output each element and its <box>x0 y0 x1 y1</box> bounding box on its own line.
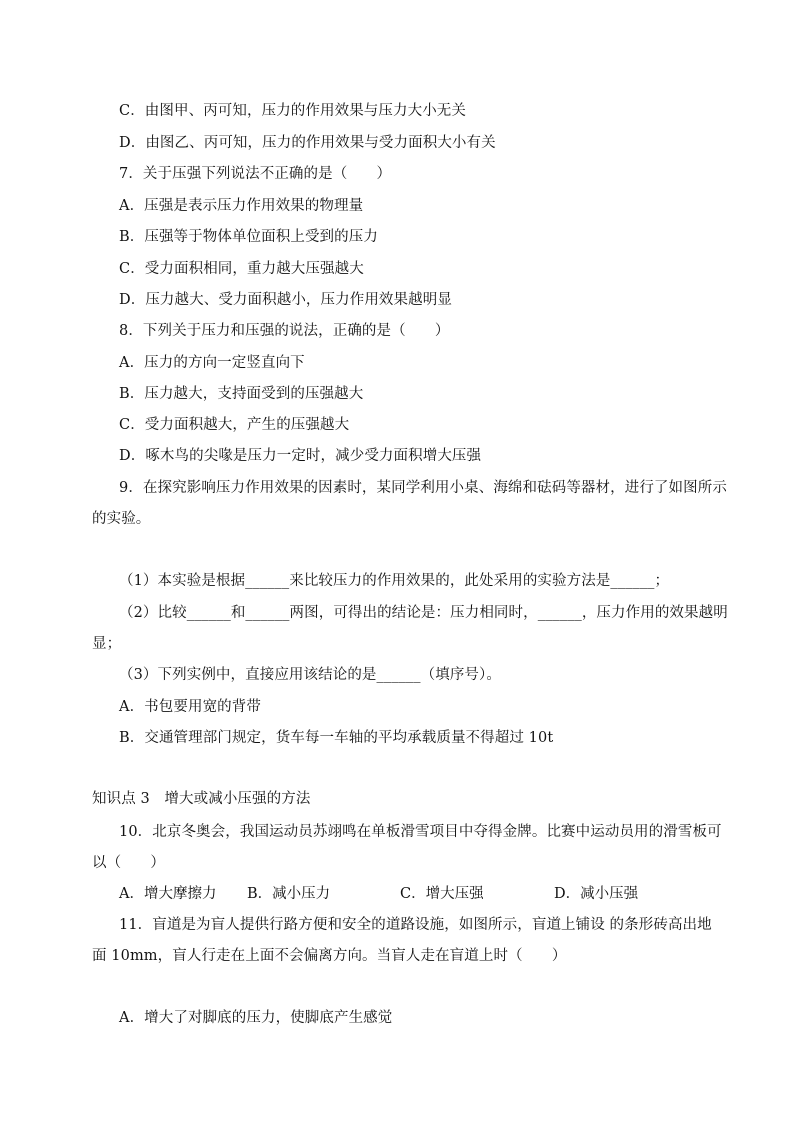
q11-stem: 11．盲道是为盲人提供行路方便和安全的道路设施，如图所示，盲道上铺设 的条形砖高出地 <box>119 917 712 933</box>
q8-option-b: B．压力越大，支持面受到的压强越大 <box>119 386 364 402</box>
q9-part-2: （2）比较______和______两图，可得出的结论是：压力相同时，______，压力作用的效果越明 <box>119 605 728 621</box>
q9-part-2-continued: 显； <box>92 636 122 652</box>
q8-stem: 8．下列关于压力和压强的说法，正确的是（ ） <box>119 323 450 339</box>
q9-part-3: （3）下列实例中，直接应用该结论的是______（填序号）。 <box>119 667 501 683</box>
q8-option-d: D．啄木鸟的尖喙是压力一定时，减少受力面积增大压强 <box>119 448 482 464</box>
q11-option-a: A．增大了对脚底的压力，使脚底产生感觉 <box>119 1010 393 1026</box>
q8-option-a: A．压力的方向一定竖直向下 <box>119 355 305 371</box>
q9-stem: 9．在探究影响压力作用效果的因素时，某同学利用小桌、海绵和砝码等器材，进行了如图所示 <box>119 480 727 496</box>
q9-part-1: （1）本实验是根据______来比较压力的作用效果的，此处采用的实验方法是______； <box>119 573 670 589</box>
q8-option-c: C．受力面积越大，产生的压强越大 <box>119 417 350 433</box>
q10-option-d: D．减小压强 <box>554 886 639 902</box>
q7-option-a: A．压强是表示压力作用效果的物理量 <box>119 198 364 214</box>
section-heading: 知识点 3 增大或减小压强的方法 <box>92 791 311 807</box>
q10-stem-continued: 以（ ） <box>92 855 165 871</box>
q7-option-c: C．受力面积相同，重力越大压强越大 <box>119 261 364 277</box>
q10-option-c: C．增大压强 <box>400 886 484 902</box>
q6-option-d: D．由图乙、丙可知，压力的作用效果与受力面积大小有关 <box>119 135 496 151</box>
q10-stem: 10．北京冬奥会，我国运动员苏翊鸣在单板滑雪项目中夺得金牌。比赛中运动员用的滑雪板可 <box>119 824 722 840</box>
q10-option-a: A．增大摩擦力 <box>119 886 217 902</box>
q9-option-a: A．书包要用宽的背带 <box>119 699 261 715</box>
q7-option-b: B．压强等于物体单位面积上受到的压力 <box>119 229 378 245</box>
q10-option-b: B．减小压力 <box>247 886 331 902</box>
q11-stem-continued: 面 10mm，盲人行走在上面不会偏离方向。当盲人走在盲道上时（ ） <box>92 948 567 964</box>
q7-stem: 7．关于压强下列说法不正确的是（ ） <box>119 166 392 182</box>
q7-option-d: D．压力越大、受力面积越小，压力作用效果越明显 <box>119 292 452 308</box>
q9-stem-continued: 的实验。 <box>92 511 151 527</box>
q6-option-c: C．由图甲、丙可知，压力的作用效果与压力大小无关 <box>119 103 466 119</box>
q9-option-b: B．交通管理部门规定，货车每一车轴的平均承载质量不得超过 10t <box>119 730 554 746</box>
